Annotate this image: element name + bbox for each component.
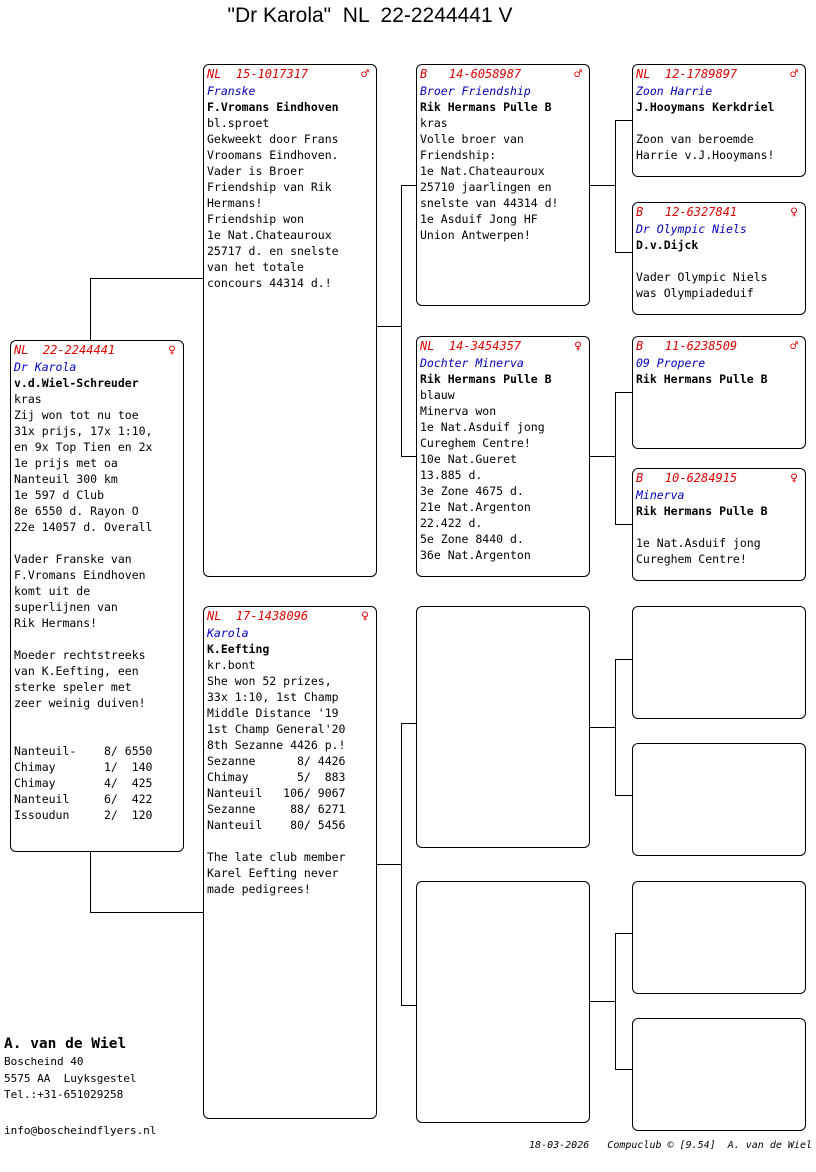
note-line: Chimay 1/ 140: [14, 760, 153, 774]
pigeon-name: Franske: [207, 84, 256, 98]
connector: [615, 120, 633, 121]
note-line: 36e Nat.Argenton: [420, 548, 531, 562]
connector: [615, 392, 616, 524]
ring-number: B 11-6238509: [636, 339, 738, 353]
dam-sire-dam-card-empty[interactable]: [632, 743, 806, 856]
note-line: van K.Eefting, een: [14, 664, 139, 678]
note-line: Vader Franske van: [14, 552, 132, 566]
pigeon-name: Dr Olympic Niels: [636, 222, 747, 236]
note-line: sterke speler met: [14, 680, 132, 694]
dam-sire-card-empty[interactable]: [416, 606, 590, 848]
note-line: 33x 1:10, 1st Champ: [207, 690, 339, 704]
female-sex-icon: ♀: [790, 205, 798, 220]
connector: [401, 723, 417, 724]
connector: [615, 795, 633, 796]
note-line: 21e Nat.Argenton: [420, 500, 531, 514]
subject-pigeon-card[interactable]: [10, 340, 184, 852]
dam-dam-card-empty[interactable]: [416, 881, 590, 1123]
note-line: 1e 597 d Club: [14, 488, 105, 502]
note-line: Middle Distance '19: [207, 706, 339, 720]
female-sex-icon: ♀: [790, 471, 798, 486]
pigeon-name: Broer Friendship: [420, 84, 531, 98]
connector: [589, 185, 615, 186]
note-line: Minerva won: [420, 404, 497, 418]
breeder-address-city: 5575 AA Luyksgestel: [4, 1071, 137, 1085]
sire-card[interactable]: [203, 64, 377, 577]
owner-name: D.v.Dijck: [636, 238, 699, 252]
connector: [401, 185, 417, 186]
connector: [401, 456, 417, 457]
note-line: Chimay 4/ 425: [14, 776, 153, 790]
note-line: [14, 631, 180, 647]
note-line: 1st Champ General'20: [207, 722, 346, 736]
pigeon-name: Dr Karola: [14, 360, 77, 374]
note-line: concours 44314 d.!: [207, 276, 332, 290]
note-line: 1e Nat.Chateauroux: [420, 164, 545, 178]
male-sex-icon: ♂: [574, 67, 582, 82]
pigeon-name: 09 Propere: [636, 356, 706, 370]
footer-credit: 18-03-2026 Compuclub © [9.54] A. van de Wiel: [529, 1140, 812, 1151]
connector: [90, 852, 91, 912]
owner-name: Rik Hermans Pulle B: [420, 372, 552, 386]
pigeon-name: Zoon Harrie: [636, 84, 713, 98]
note-line: kras: [14, 392, 42, 406]
connector: [90, 912, 204, 913]
sire-sire-dam-card[interactable]: [632, 202, 806, 315]
pigeon-name: Dochter Minerva: [420, 356, 524, 370]
note-line: Friendship van Rik: [207, 180, 332, 194]
note-line: Cureghem Centre!: [420, 436, 531, 450]
note-line: komt uit de: [14, 584, 91, 598]
breeder-phone: Tel.:+31-651029258: [4, 1088, 124, 1101]
owner-name: Rik Hermans Pulle B: [420, 100, 552, 114]
note-line: 25717 d. en snelste: [207, 244, 339, 258]
note-line: 10e Nat.Gueret: [420, 452, 517, 466]
note-line: Friendship won: [207, 212, 304, 226]
connector: [589, 1001, 615, 1002]
note-line: van het totale: [207, 260, 304, 274]
note-line: superlijnen van: [14, 600, 118, 614]
connector: [615, 120, 616, 252]
note-line: Sezanne 88/ 6271: [207, 802, 346, 816]
note-line: 1e Nat.Asduif jong: [420, 420, 545, 434]
note-line: 22e 14057 d. Overall: [14, 520, 153, 534]
sire-sire-sire-card[interactable]: [632, 64, 806, 177]
note-line: Sezanne 8/ 4426: [207, 754, 346, 768]
note-line: 1e Nat.Chateauroux: [207, 228, 332, 242]
ring-number: NL 14-3454357: [420, 339, 522, 353]
owner-name: K.Eefting: [207, 642, 270, 656]
note-line: bl.sproet: [207, 116, 270, 130]
note-line: [14, 535, 180, 551]
note-line: She won 52 prizes,: [207, 674, 332, 688]
note-line: snelste van 44314 d!: [420, 196, 559, 210]
note-line: Zoon van beroemde: [636, 132, 754, 146]
note-line: zeer weinig duiven!: [14, 696, 146, 710]
note-line: Hermans!: [207, 196, 263, 210]
dam-dam-sire-card-empty[interactable]: [632, 881, 806, 994]
note-line: kras: [420, 116, 448, 130]
breeder-email[interactable]: info@boscheindflyers.nl: [4, 1124, 157, 1137]
pedigree-title: "Dr Karola" NL 22-2244441 V: [227, 4, 513, 27]
connector: [376, 864, 401, 865]
note-line: Nanteuil 300 km: [14, 472, 118, 486]
ring-number: NL 22-2244441: [14, 343, 116, 357]
note-line: Volle broer van: [420, 132, 524, 146]
note-line: blauw: [420, 388, 455, 402]
female-sex-icon: ♀: [574, 339, 582, 354]
sire-dam-dam-card[interactable]: [632, 468, 806, 581]
note-line: 22.422 d.: [420, 516, 483, 530]
note-line: 31x prijs, 17x 1:10,: [14, 424, 153, 438]
connector: [615, 659, 616, 795]
connector: [615, 524, 633, 525]
connector: [376, 326, 401, 327]
dam-sire-sire-card-empty[interactable]: [632, 606, 806, 719]
owner-name: Rik Hermans Pulle B: [636, 504, 768, 518]
note-line: F.Vromans Eindhoven: [14, 568, 146, 582]
note-line: 8th Sezanne 4426 p.!: [207, 738, 346, 752]
note-line: [636, 519, 802, 535]
note-line: Nanteuil 80/ 5456: [207, 818, 346, 832]
dam-dam-dam-card-empty[interactable]: [632, 1018, 806, 1131]
owner-name: J.Hooymans Kerkdriel: [636, 100, 775, 114]
note-line: was Olympiadeduif: [636, 286, 754, 300]
connector: [401, 723, 402, 1005]
owner-name: F.Vromans Eindhoven: [207, 100, 339, 114]
note-line: Chimay 5/ 883: [207, 770, 346, 784]
ring-number: B 10-6284915: [636, 471, 738, 485]
connector: [615, 933, 633, 934]
note-line: 1e Asduif Jong HF: [420, 212, 538, 226]
owner-name: v.d.Wiel-Schreuder: [14, 376, 139, 390]
note-line: Cureghem Centre!: [636, 552, 747, 566]
breeder-name: A. van de Wiel: [4, 1036, 127, 1052]
note-line: The late club member: [207, 850, 346, 864]
note-line: [14, 711, 180, 727]
female-sex-icon: ♀: [361, 609, 369, 624]
note-line: Vader is Broer: [207, 164, 304, 178]
ring-number: NL 12-1789897: [636, 67, 738, 81]
owner-name: Rik Hermans Pulle B: [636, 372, 768, 386]
connector: [90, 278, 204, 279]
ring-number: B 14-6058987: [420, 67, 522, 81]
pigeon-name: Karola: [207, 626, 249, 640]
connector: [589, 456, 615, 457]
note-line: Nanteuil 6/ 422: [14, 792, 153, 806]
note-line: Nanteuil- 8/ 6550: [14, 744, 153, 758]
connector: [589, 727, 615, 728]
sire-dam-sire-card[interactable]: [632, 336, 806, 449]
note-line: Harrie v.J.Hooymans!: [636, 148, 775, 162]
note-line: 8e 6550 d. Rayon O: [14, 504, 139, 518]
female-sex-icon: ♀: [168, 343, 176, 358]
note-line: 13.885 d.: [420, 468, 483, 482]
ring-number: NL 15-1017317: [207, 67, 309, 81]
male-sex-icon: ♂: [790, 67, 798, 82]
note-line: en 9x Top Tien en 2x: [14, 440, 153, 454]
note-line: Zij won tot nu toe: [14, 408, 139, 422]
note-line: Vader Olympic Niels: [636, 270, 768, 284]
male-sex-icon: ♂: [790, 339, 798, 354]
ring-number: NL 17-1438096: [207, 609, 309, 623]
male-sex-icon: ♂: [361, 67, 369, 82]
pigeon-name: Minerva: [636, 488, 685, 502]
note-line: Karel Eefting never: [207, 866, 339, 880]
note-line: Nanteuil 106/ 9067: [207, 786, 346, 800]
note-line: Moeder rechtstreeks: [14, 648, 146, 662]
note-line: Rik Hermans!: [14, 616, 98, 630]
note-line: [636, 115, 802, 131]
note-line: 25710 jaarlingen en: [420, 180, 552, 194]
note-line: made pedigrees!: [207, 882, 311, 896]
connector: [401, 185, 402, 456]
note-line: 3e Zone 4675 d.: [420, 484, 524, 498]
connector: [401, 1005, 417, 1006]
note-line: 1e prijs met oa: [14, 456, 118, 470]
ring-number: B 12-6327841: [636, 205, 738, 219]
note-line: [636, 253, 802, 269]
note-line: [14, 727, 180, 743]
note-line: Gekweekt door Frans: [207, 132, 339, 146]
note-line: 1e Nat.Asduif jong: [636, 536, 761, 550]
sire-dam-card[interactable]: [416, 336, 590, 577]
connector: [90, 278, 91, 340]
note-line: kr.bont: [207, 658, 256, 672]
note-line: Friendship:: [420, 148, 497, 162]
note-line: Vroomans Eindhoven.: [207, 148, 339, 162]
dam-card[interactable]: [203, 606, 377, 1119]
note-line: Issoudun 2/ 120: [14, 808, 153, 822]
breeder-info: [4, 1034, 136, 1104]
note-line: 5e Zone 8440 d.: [420, 532, 524, 546]
note-line: [207, 833, 373, 849]
sire-sire-card[interactable]: [416, 64, 590, 306]
connector: [615, 659, 633, 660]
connector: [615, 392, 633, 393]
connector: [615, 933, 616, 1069]
connector: [615, 252, 633, 253]
breeder-address-street: Boscheind 40: [4, 1055, 84, 1068]
connector: [615, 1069, 633, 1070]
note-line: Union Antwerpen!: [420, 228, 531, 242]
